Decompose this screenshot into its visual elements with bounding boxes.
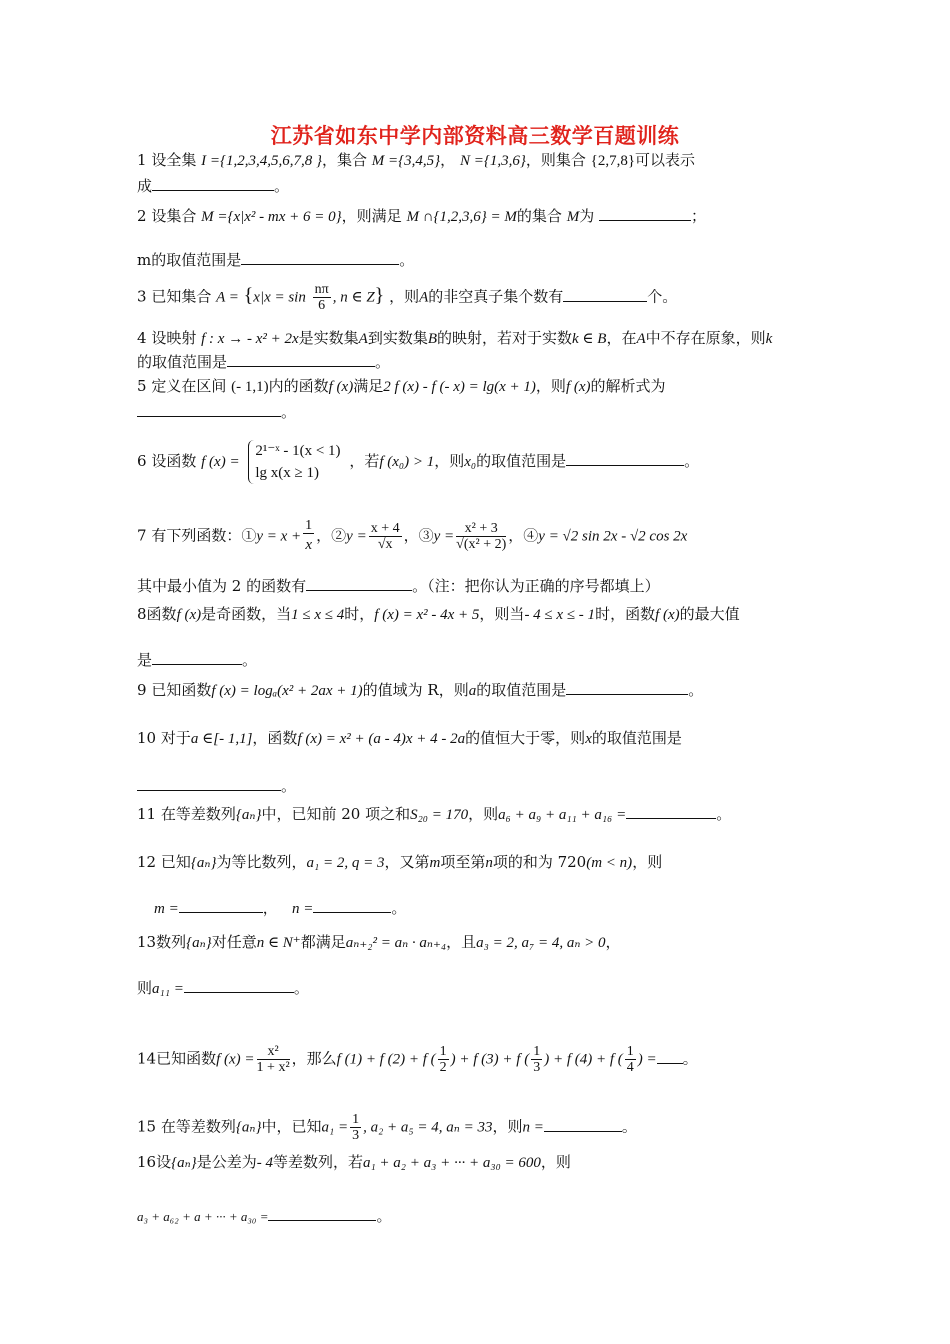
problem-4: 4 设映射 f : x → - x² + 2x是实数集A到实数集B的映射，若对于实数k ∈ B，在A中不存在原象，则k [137, 329, 773, 347]
answer-blank[interactable] [179, 898, 263, 913]
problem-7-line-2: 其中最小值为 2 的函数有 。（注：把你认为正确的序号都填上） [137, 577, 660, 595]
problem-5: 5 定义在区间 (- 1,1)内的函数f (x)满足2 f (x) - f (- x) = lg(x + 1)，则f (x)的解析式为 [137, 377, 666, 395]
document-title: 江苏省如东中学内部资料高三数学百题训练 [270, 124, 680, 148]
problem-10: 10 对于a ∈[- 1,1]，函数f (x) = x² + (a - 4)x + 4 - 2a的值恒大于零，则x的取值范围是 [137, 729, 682, 747]
problem-3: 3 已知集合 A = {x|x = sin $\frac{n\pi}{6}$ , n ∈ Z} ，则A的非空真子集个数有 个。 [137, 282, 678, 313]
answer-blank[interactable] [566, 680, 688, 695]
problem-2-line-2: m的取值范围是 。 [137, 251, 415, 269]
answer-blank[interactable] [184, 978, 294, 993]
problem-10-line-2: 。 [137, 776, 296, 796]
problem-15: 15 在等差数列{aₙ}中，已知a₁ = $\frac{1}{3}$ , a₂ + a₅ = 4, aₙ = 33，则n = 。 [137, 1112, 637, 1143]
answer-blank[interactable] [563, 287, 647, 302]
answer-blank[interactable] [306, 576, 412, 591]
answer-blank[interactable] [657, 1049, 683, 1064]
problem-7: 7 有下列函数：①y = x + $\frac{1}{x}$ ，②y = $\frac{x + 4}{√x}$ ，③y = $\frac{\text{x² + 3}}{\text{√(x² + 2)}}$ ，④y = √2 sin 2x - √2 cos 2x [137, 518, 688, 553]
problem-13: 13数列{aₙ}对任意n ∈ N⁺都满足aₙ₊₂² = aₙ · aₙ₊₄，且a₃ = 2, a₇ = 4, aₙ > 0， [137, 933, 621, 951]
problem-16: 16设{aₙ}是公差为- 4等差数列，若a₁ + a₂ + a₃ + ··· + a₃₀ = 600，则 [137, 1153, 571, 1171]
answer-blank[interactable] [566, 451, 684, 466]
problem-5-line-2: 。 [137, 402, 296, 422]
problem-11: 11 在等差数列{aₙ}中，已知前 20 项之和S₂₀ = 170，则a₆ + a₉ + a₁₁ + a₁₆ = 。 [137, 805, 732, 823]
answer-blank[interactable] [227, 352, 375, 367]
problem-4-line-2: 的取值范围是 。 [137, 353, 391, 371]
piecewise-brace: 2¹⁻ˣ - 1(x < 1) lg x(x ≥ 1) [248, 440, 340, 484]
problem-6: 6 设函数 f (x) = 2¹⁻ˣ - 1(x < 1) lg x(x ≥ 1) ，若f (x₀) > 1，则x₀的取值范围是 。 [137, 440, 699, 484]
answer-blank[interactable] [137, 776, 281, 791]
answer-blank[interactable] [268, 1206, 376, 1221]
problem-12: 12 已知{aₙ}为等比数列，a₁ = 2, q = 3，又第m项至第n项的和为 720(m < n)，则 [137, 853, 663, 871]
problem-9: 9 已知函数f (x) = logₐ(x² + 2ax + 1)的值域为 R，则a的取值范围是 。 [137, 681, 704, 699]
problem-8: 8函数f (x)是奇函数，当1 ≤ x ≤ 4时，f (x) = x² - 4x + 5，则当- 4 ≤ x ≤ - 1时，函数f (x)的最大值 [137, 605, 740, 623]
problem-14: 14已知函数f (x) = $\frac{\text{x²}}{\text{1 + x²}}$ ，那么f (1) + f (2) + f ( $\frac{1}{2}$ ) + f (3) + f ( $\frac{1}{3}$ ) + f (4) + f ( $\frac{1}{4}$ ) = 。 [137, 1044, 698, 1075]
answer-blank[interactable] [544, 1117, 622, 1132]
problem-1: 1 设全集 I ={1,2,3,4,5,6,7,8 }，集合 M ={3,4,5}， N ={1,3,6}，则集合 {2,7,8}可以表示 [137, 151, 696, 169]
problem-16-line-2: a₃ + a₆₂ + a + ··· + a₃₀ = 。 [137, 1207, 392, 1225]
problem-number: 1 [137, 151, 147, 169]
problem-8-line-2: 是 。 [137, 651, 258, 669]
problem-12-line-2: m = ， n = 。 [154, 899, 407, 917]
problem-2: 2 设集合 M ={x|x² - mx + 6 = 0}，则满足 M ∩{1,2,3,6} = M的集合 M为 ； [137, 207, 707, 225]
answer-blank[interactable] [137, 402, 281, 417]
answer-blank[interactable] [152, 650, 242, 665]
answer-blank[interactable] [313, 898, 391, 913]
answer-blank[interactable] [152, 176, 274, 191]
answer-blank[interactable] [599, 206, 691, 221]
answer-blank[interactable] [626, 804, 716, 819]
answer-blank[interactable] [241, 250, 399, 265]
problem-1-line-2: 成 。 [137, 177, 290, 195]
problem-13-line-2: 则a₁₁ = 。 [137, 979, 309, 997]
